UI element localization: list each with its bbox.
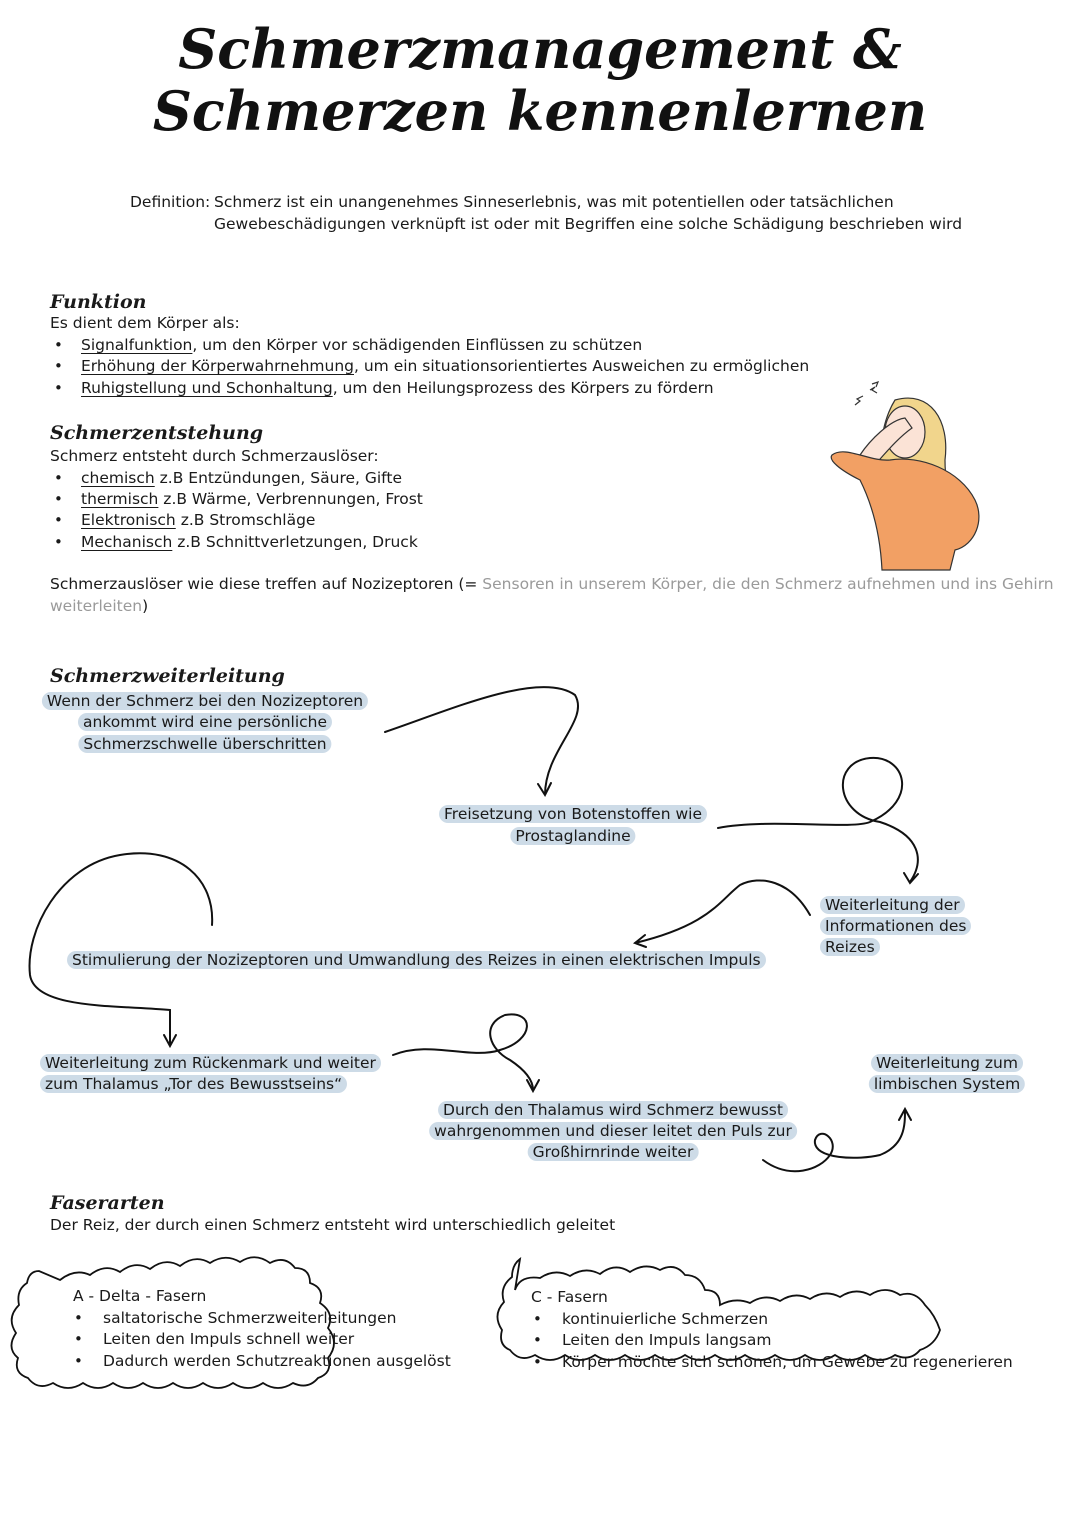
definition-label: Definition:: [130, 193, 211, 211]
definition-line-1: Schmerz ist ein unangenehmes Sinneserlebnis, was mit potentiellen oder tatsächlichen: [214, 193, 894, 211]
list-item: Elektronisch z.B Stromschläge: [81, 511, 316, 529]
heading-schmerzentstehung: Schmerzentstehung: [50, 422, 264, 444]
cloud-title: C - Fasern: [531, 1288, 608, 1306]
heading-funktion: Funktion: [50, 291, 147, 313]
title-line-2: Schmerzen kennenlernen: [152, 79, 928, 143]
nozizeptoren-note-cont: weiterleiten): [50, 597, 149, 615]
list-item: Leiten den Impuls schnell weiter: [103, 1330, 355, 1348]
list-item: Erhöhung der Körperwahrnehmung, um ein situationsorientiertes Ausweichen zu ermöglichen: [81, 357, 810, 375]
list-item: Leiten den Impuls langsam: [562, 1331, 772, 1349]
nozizeptoren-note: Schmerzauslöser wie diese treffen auf Nozizeptoren (= Sensoren in unserem Körper, die den Schmerz aufnehmen und ins Gehirn: [50, 575, 1054, 593]
heading-faserarten: Faserarten: [50, 1192, 165, 1214]
list-item: kontinuierliche Schmerzen: [562, 1310, 769, 1328]
arrow-icon: [763, 1109, 911, 1171]
arrow-icon: [385, 687, 578, 795]
list-item: saltatorische Schmerzweiterleitungen: [103, 1309, 397, 1327]
heading-schmerzweiterleitung: Schmerzweiterleitung: [50, 665, 285, 687]
faserarten-intro: Der Reiz, der durch einen Schmerz entsteht wird unterschiedlich geleitet: [50, 1216, 616, 1234]
definition-line-2: Gewebeschädigungen verknüpft ist oder mit Begriffen eine solche Schädigung beschrieben wird: [214, 215, 963, 233]
list-item: chemisch z.B Entzündungen, Säure, Gifte: [81, 469, 402, 487]
list-item: Körper möchte sich schonen, um Gewebe zu regenerieren: [562, 1353, 1013, 1371]
list-item: thermisch z.B Wärme, Verbrennungen, Frost: [81, 490, 423, 508]
arrow-icon: [30, 853, 213, 1046]
list-item: Mechanisch z.B Schnittverletzungen, Druck: [81, 533, 418, 551]
funktion-intro: Es dient dem Körper als:: [50, 314, 240, 332]
cloud-title: A - Delta - Fasern: [73, 1287, 207, 1305]
arrow-icon: [635, 880, 810, 947]
document-page: Schmerzmanagement & Schmerzen kennenlernen Definition: Schmerz ist ein unangenehmes Sinneserlebnis, was mit potentiellen oder tatsächlichen Gewebeschädigungen verknüpft ist oder mit Begriffen eine solche Schädigung beschrieben wird Funktion Es dient dem Körper als: • Signalfunktion, um den Körper vor schädigenden Einflüssen zu schützen • Erhöhung der Körperwahrnehmung, um ein situationsorientiertes Ausweichen zu ermöglichen • Ruhigstellung und Schonhaltung, um den Heilungsprozess des Körpers zu fördern Schmerzentstehung Schmerz entsteht durch Schmerzauslöser: • chemisch z.B Entzündungen, Säure, Gifte • thermisch z.B Wärme, Verbrennungen, Frost • Elektronisch z.B Stromschläge • Mechanisch z.B Schnittverletzungen, Druck Schmerzauslöser wie diese treffen auf Nozizeptoren (= Sensoren in unserem Körper, die den Schmerz aufnehmen und ins Gehirn weiterleiten) Schmerzweiterleitung Wenn der Schmerz bei den Nozizeptoren ankommt wird eine persönliche Schmerzschwelle überschritten Freisetzung von Botenstoffen wie Prostaglandine Weiterleitung der Informationen des Reizes Stimulierung der Nozizeptoren und Umwandlung des Reizes in einen elektrischen Impuls Weiterleitung zum Rückenmark und weiter zum Thalamus „Tor des Bewusstseins“ Durch den Thalamus wird Schmerz bewusst wahrgenommen und dieser leitet den Puls zur Großhirnrinde weiter Weiterleitung zum limbischen System Faserarten Der Reiz, der durch einen Schmerz entsteht wird unterschiedlich geleitet A - Delta - Fasern • saltatorische Schmerzweiterleitungen • Leiten den Impuls schnell weiter • Dadurch werden Schutzreaktionen ausgelöst C - Fasern • kontinuierliche Schmerzen • Leiten den Impuls langsam • Körper möchte sich schonen, um Gewebe zu regenerieren: [0, 0, 1080, 1527]
title-line-1: Schmerzmanagement &: [178, 17, 902, 81]
arrow-icon: [718, 758, 918, 883]
arrow-icon: [393, 1014, 539, 1091]
list-item: Dadurch werden Schutzreaktionen ausgelöst: [103, 1352, 451, 1370]
entstehung-intro: Schmerz entsteht durch Schmerzauslöser:: [50, 447, 379, 465]
list-item: Signalfunktion, um den Körper vor schädigenden Einflüssen zu schützen: [81, 336, 643, 354]
list-item: Ruhigstellung und Schonhaltung, um den Heilungsprozess des Körpers zu fördern: [81, 379, 714, 397]
